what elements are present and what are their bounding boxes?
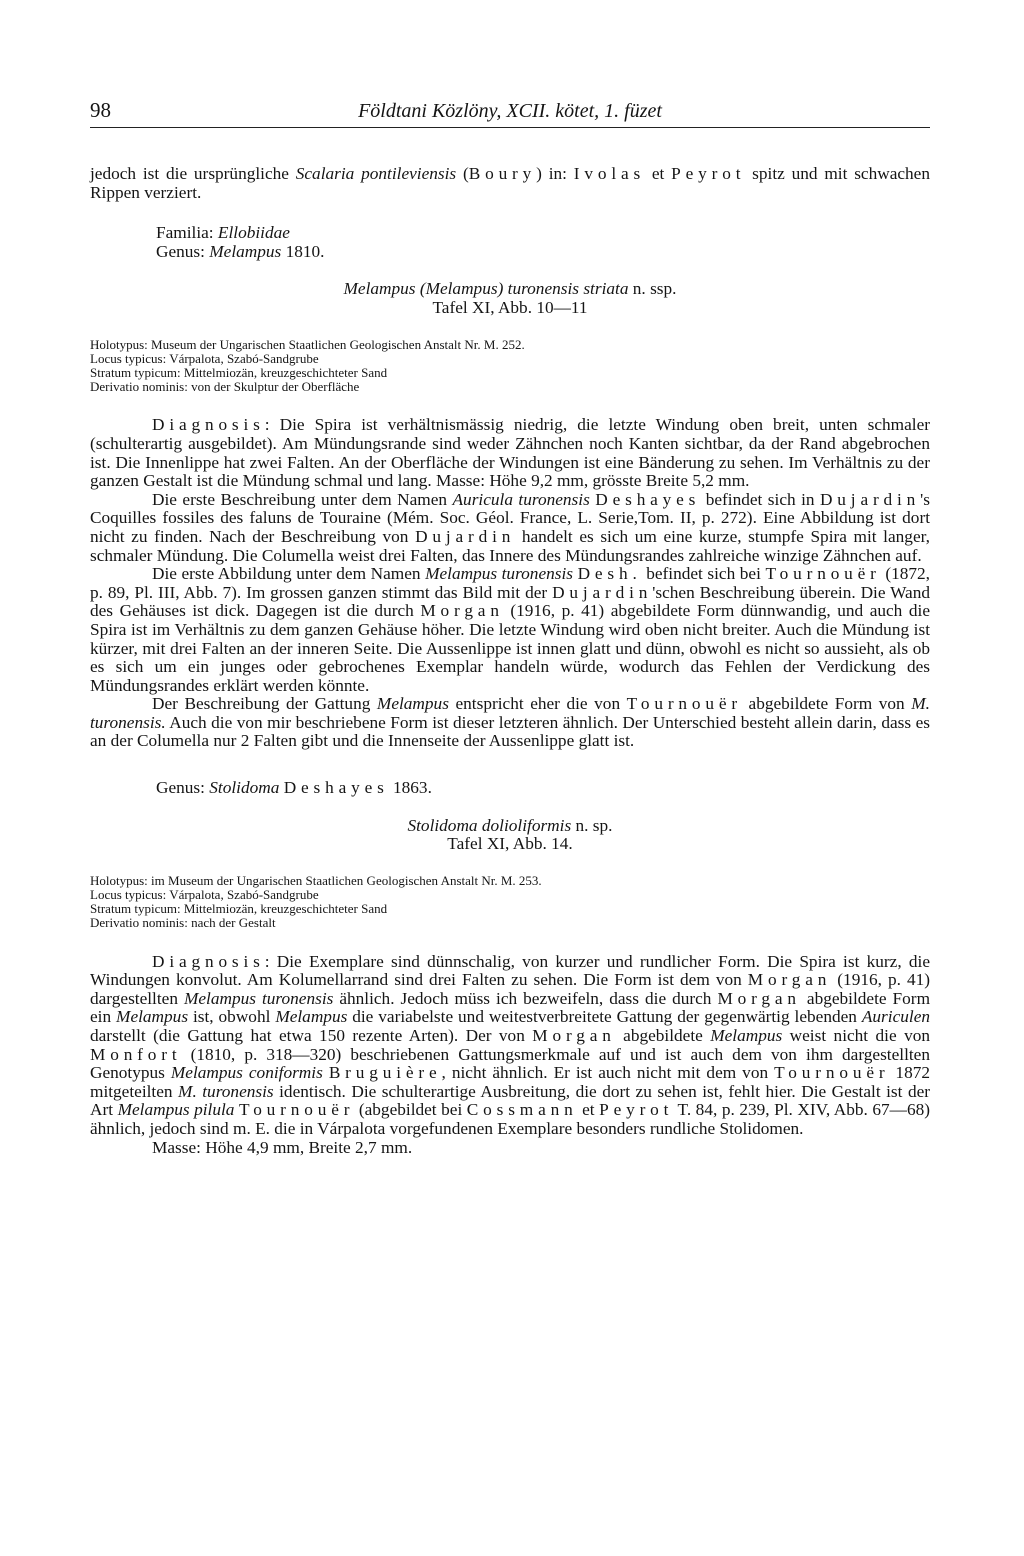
stratum-line: Stratum typicum: Mittelmiozän, kreuzgeschichteter Sand: [90, 901, 388, 917]
author-name: Morgan: [420, 601, 504, 621]
locus-line: Locus typicus: Várpalota, Szabó-Sandgrube: [90, 887, 319, 903]
author-name: Morgan: [717, 988, 801, 1008]
locus-line: Locus typicus: Várpalota, Szabó-Sandgrube: [90, 350, 319, 366]
diagnosis-paragraph: Diagnosis: Die Exemplare sind dünnschalig, von kurzer und rundlicher Form. Die Spira ist kurz, die Windungen konvolut. Am Kolumellarrand sind drei Falten zu sehen. Die Form ist dem von Morgan (1916, p. 41) dargestellten Melampus turonensis ähnlich. Jedoch müss ich bezweifeln, dass die durch Morgan abgebildete Form ein Melampus ist, obwohl Melampus die variabelste und weitestverbreitete Gattung der gegenwärtig lebenden Auriculen darstellt (die Gattung hat etwa 150 rezente Arten). Der von Morgan abgebildete Melampus weist nicht die von Monfort (1810, p. 318—320) beschriebenen Gattungsmerkmale auf und ist auch dem von ihm dargestellten Genotypus Melampus coniformis Bruguière, nicht ähnlich. Er ist auch nicht mit dem von Tournouër 1872 mitgeteilten M. turonensis identisch. Die schulterartige Ausbreitung, die dort zu sehen ist, fehlt hier. Die Gestalt ist der Art Melampus pilula Tournouër (abgebildet bei Cossmann et Peyrot T. 84, p. 239, Pl. XIV, Abb. 67—68) ähnlich, jedoch sind m. E. die in Várpalota vorgefundenen Exemplare besonders rundliche Stolidomen.: [90, 951, 931, 1138]
author-name: Morgan: [747, 970, 832, 990]
intro-paragraph: jedoch ist die ursprüngliche Scalaria pontileviensis (Boury) in: Ivolas et Peyrot spitz und mit schwachen Rippen verziert.: [90, 164, 930, 202]
page-number: 98: [90, 98, 111, 122]
body-paragraph: Der Beschreibung der Gattung Melampus entspricht eher die von Tournouër abgebildete Form von M. turonensis. Auch die von mir beschriebene Form ist dieser letzteren ähnlich. Der Unterschied besteht allein darin, dass es an der Columella nur 2 Falten gibt und die Innenseite der Aussenlippe glatt ist.: [90, 694, 930, 751]
diagnosis-label: Diagnosis: [152, 951, 265, 971]
diagnosis-label: Diagnosis: [152, 415, 265, 435]
plate-reference: Tafel XI, Abb. 10—11: [432, 297, 588, 317]
author-name: Boury: [468, 164, 537, 183]
author-name: Desh.: [577, 564, 642, 584]
author-name: Dujardin: [415, 526, 516, 546]
author-name: Peyrot: [671, 164, 746, 183]
holotypus-line: Holotypus: Museum der Ungarischen Staatlichen Geologischen Anstalt Nr. M. 252.: [90, 336, 525, 352]
holotypus-line: Holotypus: im Museum der Ungarischen Staatlichen Geologischen Anstalt Nr. M. 253.: [90, 872, 542, 888]
page: [90, 98, 930, 1157]
author-name: Morgan: [532, 1026, 616, 1046]
author-name: Cossmann: [466, 1100, 578, 1120]
species-heading: Melampus (Melampus) turonensis striata n. ssp.: [343, 279, 677, 299]
derivatio-line: Derivatio nominis: von der Skulptur der Oberfläche: [90, 379, 360, 395]
measurements-line: Masse: Höhe 4,9 mm, Breite 2,7 mm.: [152, 1137, 413, 1157]
genus-line: Genus: Stolidoma Deshayes 1863.: [156, 778, 432, 798]
species-heading: Stolidoma dolioliformis n. sp.: [407, 815, 613, 835]
author-name: Monfort: [90, 1044, 182, 1064]
type-data-block: [90, 338, 930, 395]
running-header: [90, 98, 930, 128]
body-paragraph: Die erste Abbildung unter dem Namen Melampus turonensis Desh. befindet sich bei Tournouër (1872, p. 89, Pl. III, Abb. 7). Im grossen ganzen stimmt das Bild mit der Dujardin'schen Beschreibung überein. Die Wand des Gehäuses ist dick. Dagegen ist die durch Morgan (1916, p. 41) abgebildete Form dünnwandig, und auch die Spira ist im Verhältnis zu dem ganzen Gehäuse höher. Die letzte Windung wird oben nicht breiter. Auch die Mündung ist kürzer, mit drei Falten an der inneren Seite. Die Aussenlippe ist innen glatt und dünn, obwohl es nicht so aussieht, als ob es sich um ein junges oder gebrochenes Exemplar handeln würde, wodurch das Fehlen der Verdickung des Mündungsrandes erklärt werden könnte.: [90, 564, 930, 695]
author-name: Deshayes: [595, 489, 701, 509]
author-name: Deshayes: [283, 778, 389, 798]
author-name: Tournouër: [765, 564, 881, 584]
author-name: Dujardin: [552, 582, 653, 602]
derivatio-line: Derivatio nominis: nach der Gestalt: [90, 915, 276, 931]
stratum-line: Stratum typicum: Mittelmiozän, kreuzgeschichteter Sand: [90, 364, 388, 380]
running-title: Földtani Közlöny, XCII. kötet, 1. füzet: [358, 100, 662, 122]
author-name: Tournouër: [774, 1063, 890, 1083]
plate-reference: Tafel XI, Abb. 14.: [447, 834, 573, 854]
author-name: Ivolas: [573, 164, 646, 183]
genus-line: Genus: Melampus 1810.: [156, 241, 325, 261]
type-data-block: [90, 874, 930, 931]
author-name: Peyrot: [599, 1100, 674, 1120]
author-name: Dujardin: [819, 489, 921, 509]
body-paragraph: Die erste Beschreibung unter dem Namen Auricula turonensis Deshayes befindet sich in Dujardin's Coquilles fossiles des faluns de Touraine (Mém. Soc. Géol. France, L. Serie,Tom. II, p. 272). Eine Abbildung ist dort nicht zu finden. Nach der Beschreibung von Dujardin handelt es sich um eine kurze, stumpfe Spira mit langer, schmaler Mündung. Die Columella weist drei Falten, das Innere des Mündungsrandes zahlreiche winzige Zähnchen auf.: [90, 489, 931, 565]
author-name: Bruguière: [328, 1063, 442, 1083]
author-name: Tournouër: [239, 1100, 355, 1120]
familia-line: Familia: Ellobiidae: [156, 223, 290, 243]
diagnosis-paragraph: Diagnosis: Die Spira ist verhältnismässig niedrig, die letzte Windung oben breit, unten schmaler (schulterartig ausgebildet). Am Mündungsrande sind weder Zähnchen noch Kanten sichtbar, da der Rand abgebrochen ist. Die Innenlippe hat zwei Falten. An der Oberfläche der Windungen ist eine Bänderung zu sehen. Im Verhältnis zu der ganzen Gestalt ist die Mündung schmal und lang. Masse: Höhe 9,2 mm, grösste Breite 5,2 mm.: [90, 415, 930, 491]
author-name: Tournouër: [626, 694, 742, 714]
